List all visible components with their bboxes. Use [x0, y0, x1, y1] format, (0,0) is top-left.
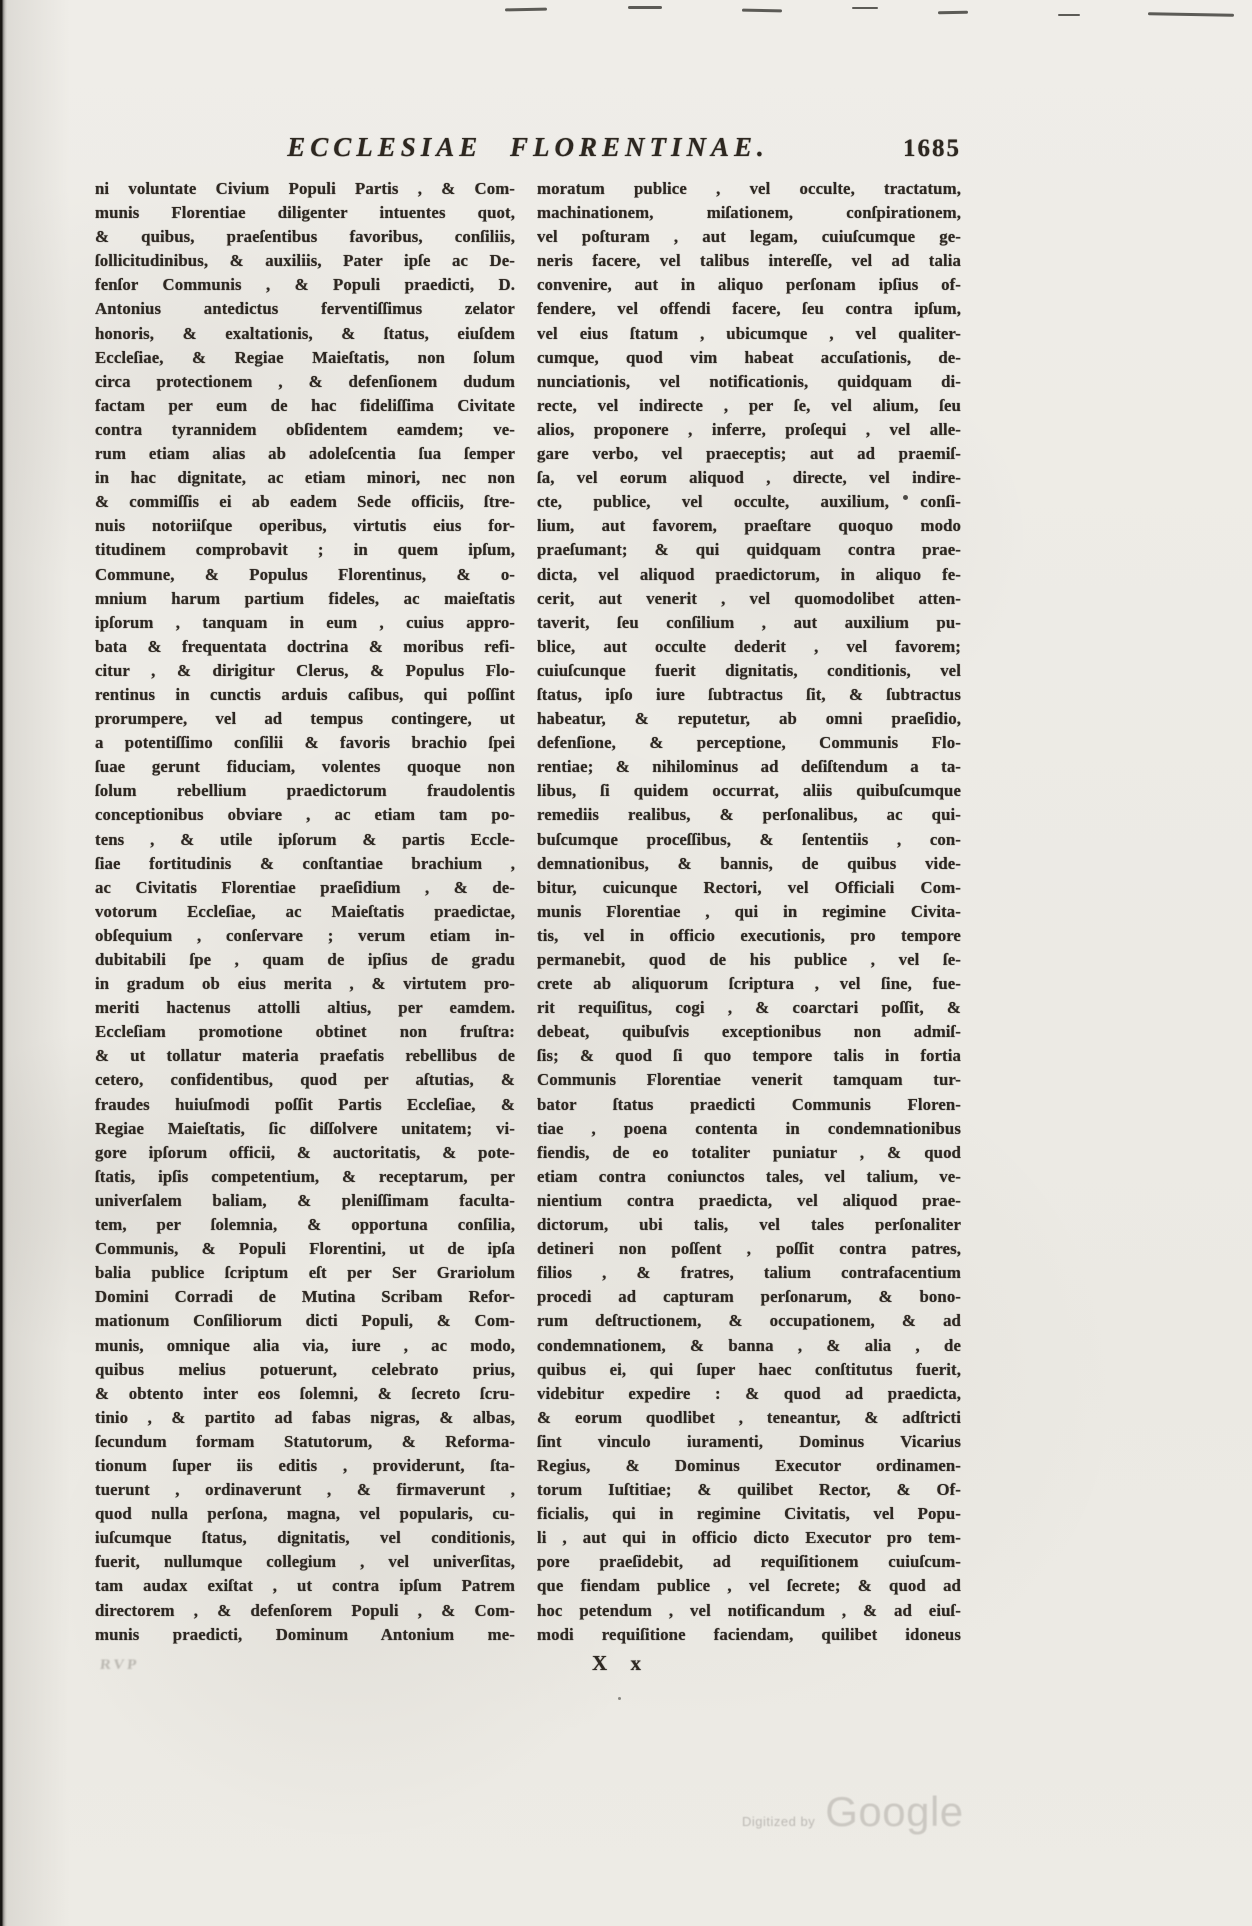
text-line: mnium harum partium fideles, ac maieſtatis [95, 588, 515, 608]
text-line: pore praeſidebit, ad requiſitionem cuiuſcum- [537, 1552, 961, 1572]
text-line: contra tyrannidem obſidentem eamdem; ve- [95, 419, 515, 439]
text-line: ſiae fortitudinis & conſtantiae brachium , [95, 853, 515, 873]
text-line: ſtatis, ipſis competentium, & receptarum, per [95, 1166, 515, 1186]
text-line: blice, aut occulte dederit , vel favorem; [537, 636, 961, 656]
scan-artifact-dash [742, 9, 782, 13]
text-line: que fiendam publice , vel ſecrete; & quod ad [537, 1576, 961, 1596]
text-line: & quibus, praeſentibus favoribus, conſiliis, [95, 227, 515, 247]
text-line: gare verbo, vel praeceptis; aut ad praemiſ- [537, 444, 961, 464]
text-line: fendere, vel offendi facere, ſeu contra ipſum, [537, 299, 961, 319]
text-line: tam audax exiſtat , ut contra ipſum Patrem [95, 1576, 515, 1596]
text-line: ſollicitudinibus, & auxiliis, Pater ipſe ac De- [95, 251, 515, 271]
text-line: ſuae gerunt fiduciam, volentes quoque non [95, 757, 515, 777]
text-line: iuſcumque ſtatus, dignitatis, vel conditionis, [95, 1528, 515, 1548]
text-line: in hac dignitate, ac etiam minori, nec non [95, 468, 515, 488]
text-line: & commiſſis ei ab eadem Sede officiis, ſtre- [95, 492, 515, 512]
text-line: rum deſtructionem, & occupationem, & ad [537, 1311, 961, 1331]
text-line: dicta, vel aliquod praedictorum, in aliquo fe- [537, 564, 961, 584]
text-line: tionum ſuper iis editis , providerunt, ſta- [95, 1455, 515, 1475]
google-logo-text: Google [825, 1788, 964, 1835]
text-line: quibus melius potuerunt, celebrato prius, [95, 1359, 515, 1379]
text-line: obſequium , conſervare ; verum etiam in- [95, 925, 515, 945]
text-line: ſecundum formam Statutorum, & Reforma- [95, 1431, 515, 1451]
text-line: munis Florentiae , qui in regimine Civita- [537, 901, 961, 921]
text-line: alios, proponere , inferre, proſequi , vel alle- [537, 419, 961, 439]
text-line: Antonius antedictus ferventiſſimus zelator [95, 299, 515, 319]
text-line: vel eius ſtatum , ubicumque , vel qualiter- [537, 323, 961, 343]
text-line: lium, aut favorem, praeſtare quoquo modo [537, 516, 961, 536]
text-line: Communis Florentiae venerit tamquam tur- [537, 1070, 961, 1090]
text-line: rit requiſitus, cogi , & coarctari poſſit, & [537, 998, 961, 1018]
text-line: circa protectionem , & defenſionem dudum [95, 371, 515, 391]
text-line: Eccleſiam promotione obtinet non fruſtra: [95, 1022, 515, 1042]
ink-speck [618, 1697, 621, 1700]
scan-artifact-dash [1148, 12, 1234, 17]
text-line: bator ſtatus praedicti Communis Floren- [537, 1094, 961, 1114]
text-line: fiendis, de eo totaliter puniatur , & quod [537, 1142, 961, 1162]
text-line: buſcumque proceſſibus, & ſententiis , con- [537, 829, 961, 849]
text-line: nuis notoriiſque operibus, virtutis eius for- [95, 516, 515, 536]
text-line: fenſor Communis , & Populi praedicti, D. [95, 275, 515, 295]
text-line: ſtatus, ipſo iure ſubtractus ſit, & ſubtractus [537, 684, 961, 704]
text-line: mationum Conſiliorum dicti Populi, & Com- [95, 1311, 515, 1331]
text-line: Commune, & Populus Florentinus, & o- [95, 564, 515, 584]
text-line: dubitabili ſpe , quam de ipſius de gradu [95, 950, 515, 969]
text-line: permanebit, quod de his publice , vel ſe- [537, 950, 961, 969]
text-line: neris facere, vel talibus intereſſe, vel ad talia [537, 251, 961, 271]
text-line: hoc petendum , vel notificandum , & ad eiuſ- [537, 1600, 961, 1620]
text-line: ipſorum , tanquam in eum , cuius appro- [95, 612, 515, 632]
text-line: munis, omnique alia via, iure , ac modo, [95, 1335, 515, 1355]
text-line: prorumpere, vel ad tempus contingere, ut [95, 709, 515, 729]
text-line: & eorum quodlibet , teneantur, & adſtricti [537, 1407, 961, 1427]
text-line: meriti hactenus attolli altius, per eamdem. [95, 998, 515, 1018]
text-line: nunciationis, vel notificationis, quidquam di- [537, 371, 961, 391]
text-line: debeat, quibuſvis exceptionibus non admiſ- [537, 1022, 961, 1042]
text-column-right [537, 177, 961, 1647]
page-number: 1685 [903, 135, 961, 162]
text-line: cumque, quod vim habeat accuſationis, de- [537, 347, 961, 367]
text-line: filios , & fratres, talium contrafacentium [537, 1263, 961, 1283]
text-line: rum etiam alias ab adoleſcentia ſua ſemper [95, 444, 515, 464]
text-line: ſint vinculo iuramenti, Dominus Vicarius [537, 1431, 961, 1451]
page-edge-shadow [0, 0, 7, 1926]
text-line: tis, vel in officio executionis, pro tempore [537, 925, 961, 945]
text-line: fuerit, nullumque collegium , vel univerſitas, [95, 1552, 515, 1572]
text-line: moratum publice , vel occulte, tractatum, [537, 179, 961, 198]
text-line: tiae , poena contenta in condemnationibus [537, 1118, 961, 1138]
text-line: conceptionibus obviare , ac etiam tam po- [95, 805, 515, 825]
text-line: demnationibus, & bannis, de quibus vide- [537, 853, 961, 873]
text-line: Regius, & Dominus Executor ordinamen- [537, 1455, 961, 1475]
text-line: honoris, & exaltationis, & ſtatus, eiuſdem [95, 323, 515, 343]
text-line: vel poſturam , aut legam, cuiuſcumque ge- [537, 227, 961, 247]
text-line: ac Civitatis Florentiae praeſidium , & de- [95, 877, 515, 897]
text-line: cte, publice, vel occulte, auxilium, conſi- [537, 492, 961, 512]
text-line: rentinus in cunctis arduis caſibus, qui poſſint [95, 684, 515, 704]
scan-artifact-dash [938, 11, 968, 15]
text-line: quibus ei, qui ſuper haec conſtitutus fuerit, [537, 1359, 961, 1379]
text-line: citur , & dirigitur Clerus, & Populus Flo- [95, 660, 515, 680]
text-line: Eccleſiae, & Regiae Maieſtatis, non ſolum [95, 347, 515, 367]
text-line: ſa, vel eorum aliquod , directe, vel indire- [537, 468, 961, 488]
text-line: fraudes huiuſmodi poſſit Partis Eccleſiae, & [95, 1094, 515, 1114]
text-line: quod nulla perſona, magna, vel popularis, cu- [95, 1504, 515, 1524]
text-line: convenire, aut in aliquo perſonam ipſius of- [537, 275, 961, 295]
text-line: crete ab aliquorum ſcriptura , vel ſine, fue- [537, 974, 961, 994]
text-line: nientium contra praedicta, vel aliquod prae- [537, 1190, 961, 1210]
text-line: cetero, confidentibus, quod per aſtutias, & [95, 1070, 515, 1090]
text-line: munis Florentiae diligenter intuentes quot, [95, 203, 515, 223]
text-line: taverit, ſeu conſilium , aut auxilium pu- [537, 612, 961, 632]
text-line: & obtento inter eos ſolemni, & ſecreto ſcru- [95, 1383, 515, 1403]
google-watermark [742, 1788, 964, 1836]
text-line: recte, vel indirecte , per ſe, vel alium, ſeu [537, 395, 961, 415]
text-line: & ut tollatur materia praefatis rebellibus de [95, 1046, 515, 1066]
text-line: modi requiſitione faciendam, quilibet idoneus [537, 1624, 961, 1644]
scan-artifact-dash [1058, 14, 1080, 16]
text-line: libus, ſi quidem occurrat, aliis quibuſcumque [537, 781, 961, 801]
text-line: praeſumant; & qui quidquam contra prae- [537, 540, 961, 560]
bleed-through-mark: RVP [99, 1657, 141, 1673]
text-line: videbitur expedire : & quod ad praedicta, [537, 1383, 961, 1403]
text-line: votorum Eccleſiae, ac Maieſtatis praedictae, [95, 901, 515, 921]
text-line: Regiae Maieſtatis, ſic diſſolvere unitatem; vi- [95, 1118, 515, 1138]
text-line: bitur, cuicunque Rectori, vel Officiali Com- [537, 877, 961, 897]
text-line: Communis, & Populi Florentini, ut de ipſa [95, 1239, 515, 1259]
text-line: ſolum rebellium praedictorum fraudolentis [95, 781, 515, 801]
text-line: bata & frequentata doctrina & moribus refi- [95, 636, 515, 656]
text-line: factam per eum de hac fideliſſima Civitate [95, 395, 515, 415]
text-column-left [95, 177, 515, 1647]
text-line: ficialis, qui in regimine Civitatis, vel Popu- [537, 1504, 961, 1524]
digitized-by-label: Digitized by [742, 1814, 816, 1829]
text-line: procedi ad capturam perſonarum, & bono- [537, 1287, 961, 1307]
text-line: etiam contra coniunctos tales, vel talium, ve- [537, 1166, 961, 1186]
text-line: rentiae; & nihilominus ad deſiſtendum a ta- [537, 757, 961, 777]
text-line: tem, per ſolemnia, & opportuna conſilia, [95, 1215, 515, 1235]
text-line: Domini Corradi de Mutina Scribam Refor- [95, 1287, 515, 1307]
scan-artifact-dash [852, 7, 878, 9]
scan-artifact-dash [505, 8, 547, 12]
text-line: condemnationem, & banna , & alia , de [537, 1335, 961, 1355]
text-line: gore ipſorum officii, & auctoritatis, & pote- [95, 1142, 515, 1162]
text-line: remediis realibus, & perſonalibus, ac qui- [537, 805, 961, 825]
text-line: munis praedicti, Dominum Antonium me- [95, 1624, 515, 1644]
running-header-title: ECCLESIAE FLORENTINAE. [287, 132, 769, 162]
text-line: habeatur, & reputetur, ab omni praeſidio, [537, 709, 961, 729]
text-line: dictorum, ubi talis, vel tales perſonaliter [537, 1215, 961, 1235]
text-line: torum Iuſtitiae; & quilibet Rector, & Of- [537, 1480, 961, 1500]
text-line: ni voluntate Civium Populi Partis , & Com- [95, 179, 515, 198]
text-line: titudinem comprobavit ; in quem ipſum, [95, 540, 515, 560]
text-line: li , aut qui in officio dicto Executor pro tem- [537, 1528, 961, 1548]
text-line: in gradum ob eius merita , & virtutem pro- [95, 974, 515, 994]
scan-artifact-dash [628, 6, 662, 9]
text-line: directorem , & defenſorem Populi , & Com- [95, 1600, 515, 1620]
text-line: defenſione, & perceptione, Communis Flo- [537, 733, 961, 753]
text-line: detineri non poſſent , poſſit contra patres, [537, 1239, 961, 1259]
text-line: tinio , & partito ad fabas nigras, & albas, [95, 1407, 515, 1427]
text-line: ſis; & quod ſi quo tempore talis in fortia [537, 1046, 961, 1066]
text-line: cerit, aut venerit , vel quomodolibet atten- [537, 588, 961, 608]
text-line: univerſalem baliam, & pleniſſimam faculta- [95, 1190, 515, 1210]
text-line: cuiuſcunque fuerit dignitatis, conditionis, vel [537, 660, 961, 680]
text-line: tens , & utile ipſorum & partis Eccle- [95, 829, 515, 849]
text-line: a potentiſſimo conſilii & favoris brachio ſpei [95, 733, 515, 753]
text-line: tuerunt , ordinaverunt , & firmaverunt , [95, 1480, 515, 1500]
signature-mark: X x [592, 1651, 650, 1675]
text-line: machinationem, miſationem, conſpirationem, [537, 203, 961, 223]
text-line: balia publice ſcriptum eſt per Ser Grariolum [95, 1263, 515, 1283]
